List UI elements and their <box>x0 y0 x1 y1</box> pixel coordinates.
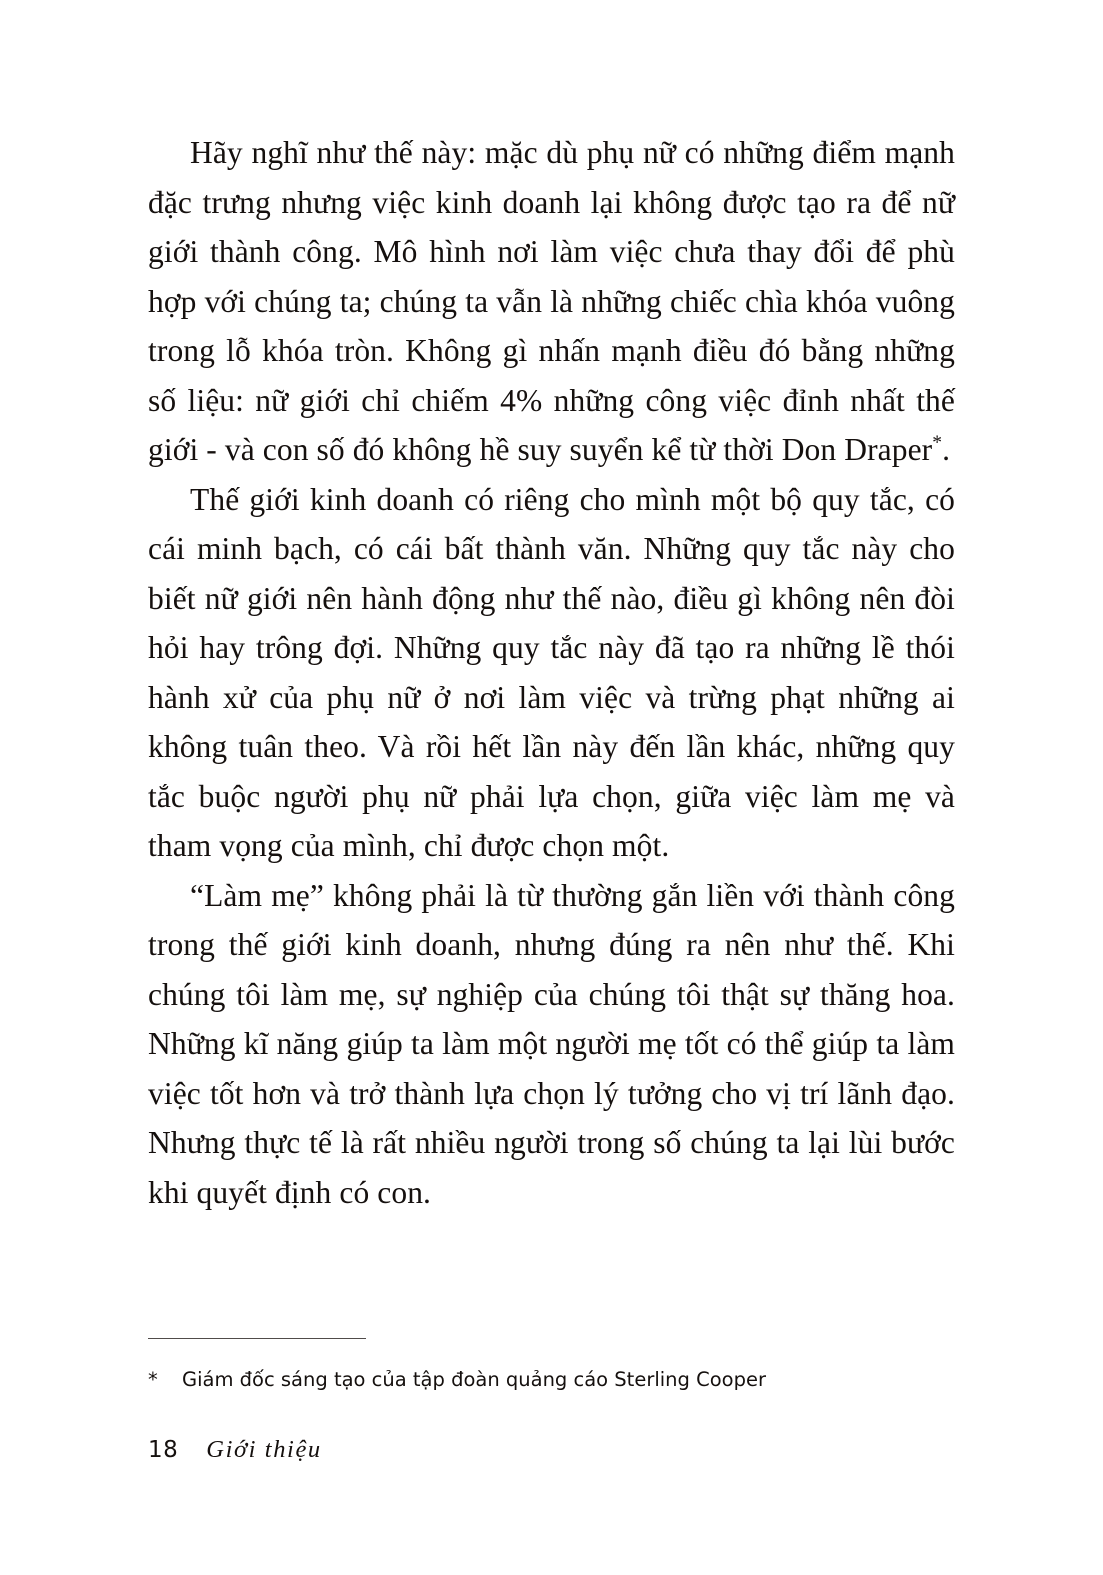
footnote-text: Giám đốc sáng tạo của tập đoàn quảng cáo Sterling Cooper <box>182 1368 766 1391</box>
page-footer <box>148 1436 322 1464</box>
footnote-line <box>148 1367 955 1393</box>
running-head: Giới thiệu <box>206 1436 322 1463</box>
paragraph-3: “Làm mẹ” không phải là từ thường gắn liền với thành công trong thế giới kinh doanh, nhưng đúng ra nên như thế. Khi chúng tôi làm mẹ, sự nghiệp của chúng tôi thật sự thăng hoa. Những kĩ năng giúp ta làm một người mẹ tốt có thể giúp ta làm việc tốt hơn và trở thành lựa chọn lý tưởng cho vị trí lãnh đạo. Nhưng thực tế là rất nhiều người trong số chúng ta lại lùi bước khi quyết định có con. <box>148 877 955 1210</box>
body-text-column <box>148 128 955 1217</box>
paragraph-1-text: Hãy nghĩ như thế này: mặc dù phụ nữ có những điểm mạnh đặc trưng nhưng việc kinh doanh lại không được tạo ra để nữ giới thành công. Mô hình nơi làm việc chưa thay đổi để phù hợp với chúng ta; chúng ta vẫn là những chiếc chìa khóa vuông trong lỗ khóa tròn. Không gì nhấn mạnh điều đó bằng những số liệu: nữ giới chỉ chiếm 4% những công việc đỉnh nhất thế giới - và con số đó không hề suy suyển kể từ thời Don Draper <box>148 135 955 467</box>
footnote-separator-rule <box>148 1338 366 1339</box>
paragraph-1 <box>148 128 955 475</box>
paragraph-2: Thế giới kinh doanh có riêng cho mình một bộ quy tắc, có cái minh bạch, có cái bất thành văn. Những quy tắc này cho biết nữ giới nên hành động như thế nào, điều gì không nên đòi hỏi hay trông đợi. Những quy tắc này đã tạo ra những lề thói hành xử của phụ nữ ở nơi làm việc và trừng phạt những ai không tuân theo. Và rồi hết lần này đến lần khác, những quy tắc buộc người phụ nữ phải lựa chọn, giữa việc làm mẹ và tham vọng của mình, chỉ được chọn một. <box>148 481 955 863</box>
footnote-marker: * <box>148 1368 158 1391</box>
paragraph-1-tail: . <box>942 432 951 467</box>
page-number: 18 <box>148 1437 179 1463</box>
footnote-reference-marker: * <box>932 432 943 454</box>
footnote-area <box>148 1338 955 1393</box>
